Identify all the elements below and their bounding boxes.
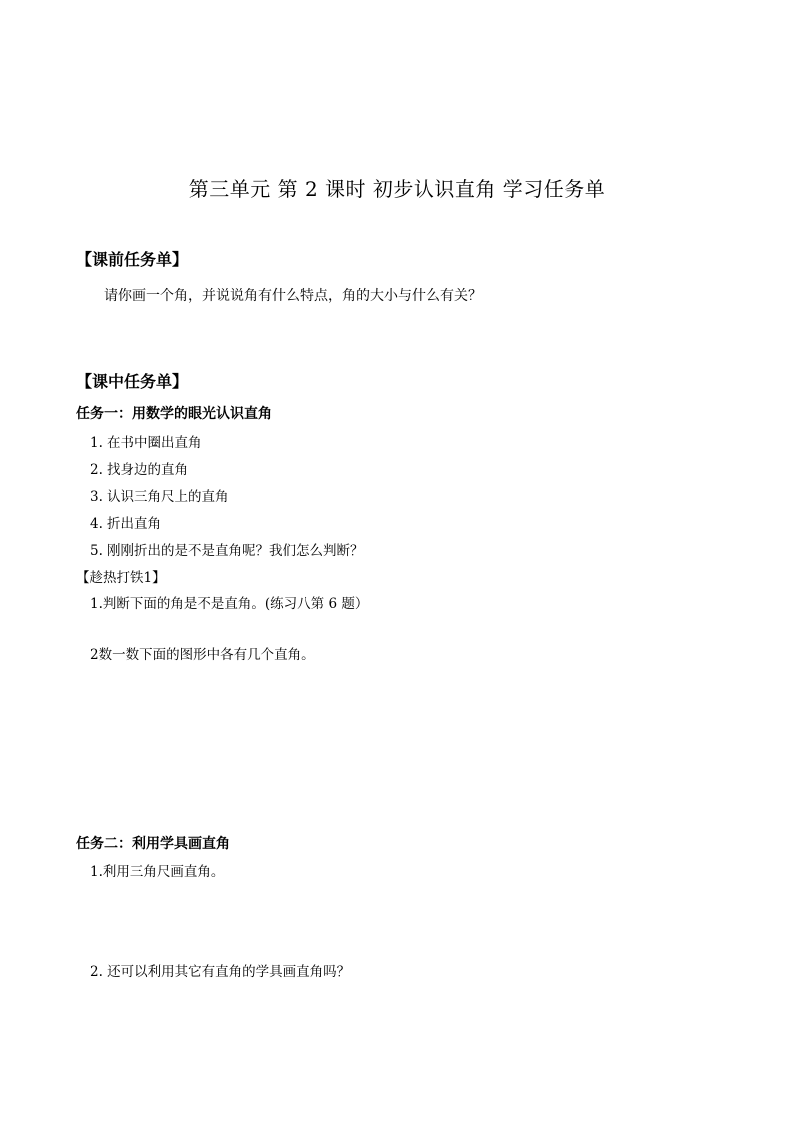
item-text: 刚刚折出的是不是直角呢？我们怎么判断？ [107, 543, 364, 559]
item-text: 找身边的直角 [107, 462, 188, 478]
item-text: 折出直角 [107, 516, 161, 532]
task1-item-3 [90, 485, 229, 505]
item-text: 在书中圈出直角 [107, 435, 202, 451]
task2-item-2: 2. 还可以利用其它有直角的学具画直角吗？ [90, 964, 351, 980]
task1-item-2 [90, 458, 188, 478]
item-number: 4. [90, 516, 103, 532]
task2-heading: 任务二：利用学具画直角 [76, 836, 230, 852]
page-title: 第三单元 第 2 课时 初步认识直角 学习任务单 [188, 177, 606, 201]
practice-heading: 【趁热打铁1】 [76, 570, 166, 586]
task1-item-1 [90, 431, 202, 451]
item-number: 2. [90, 462, 103, 478]
practice-item-1: 1.判断下面的角是不是直角。(练习八第 6 题） [90, 596, 369, 612]
pre-class-heading: 【课前任务单】 [76, 250, 189, 269]
practice-item-2: 2数一数下面的图形中各有几个直角。 [90, 647, 315, 663]
task2-item-1: 1.利用三角尺画直角。 [90, 864, 225, 880]
item-number: 3. [90, 489, 103, 505]
item-number: 1. [90, 435, 103, 451]
task1-item-4 [90, 512, 161, 532]
pre-class-prompt: 请你画一个角，并说说角有什么特点，角的大小与什么有关？ [104, 288, 482, 304]
task1-item-5 [90, 539, 364, 559]
in-class-heading: 【课中任务单】 [76, 372, 189, 391]
task1-heading: 任务一：用数学的眼光认识直角 [76, 406, 272, 422]
item-text: 认识三角尺上的直角 [107, 489, 229, 505]
item-number: 5. [90, 543, 103, 559]
